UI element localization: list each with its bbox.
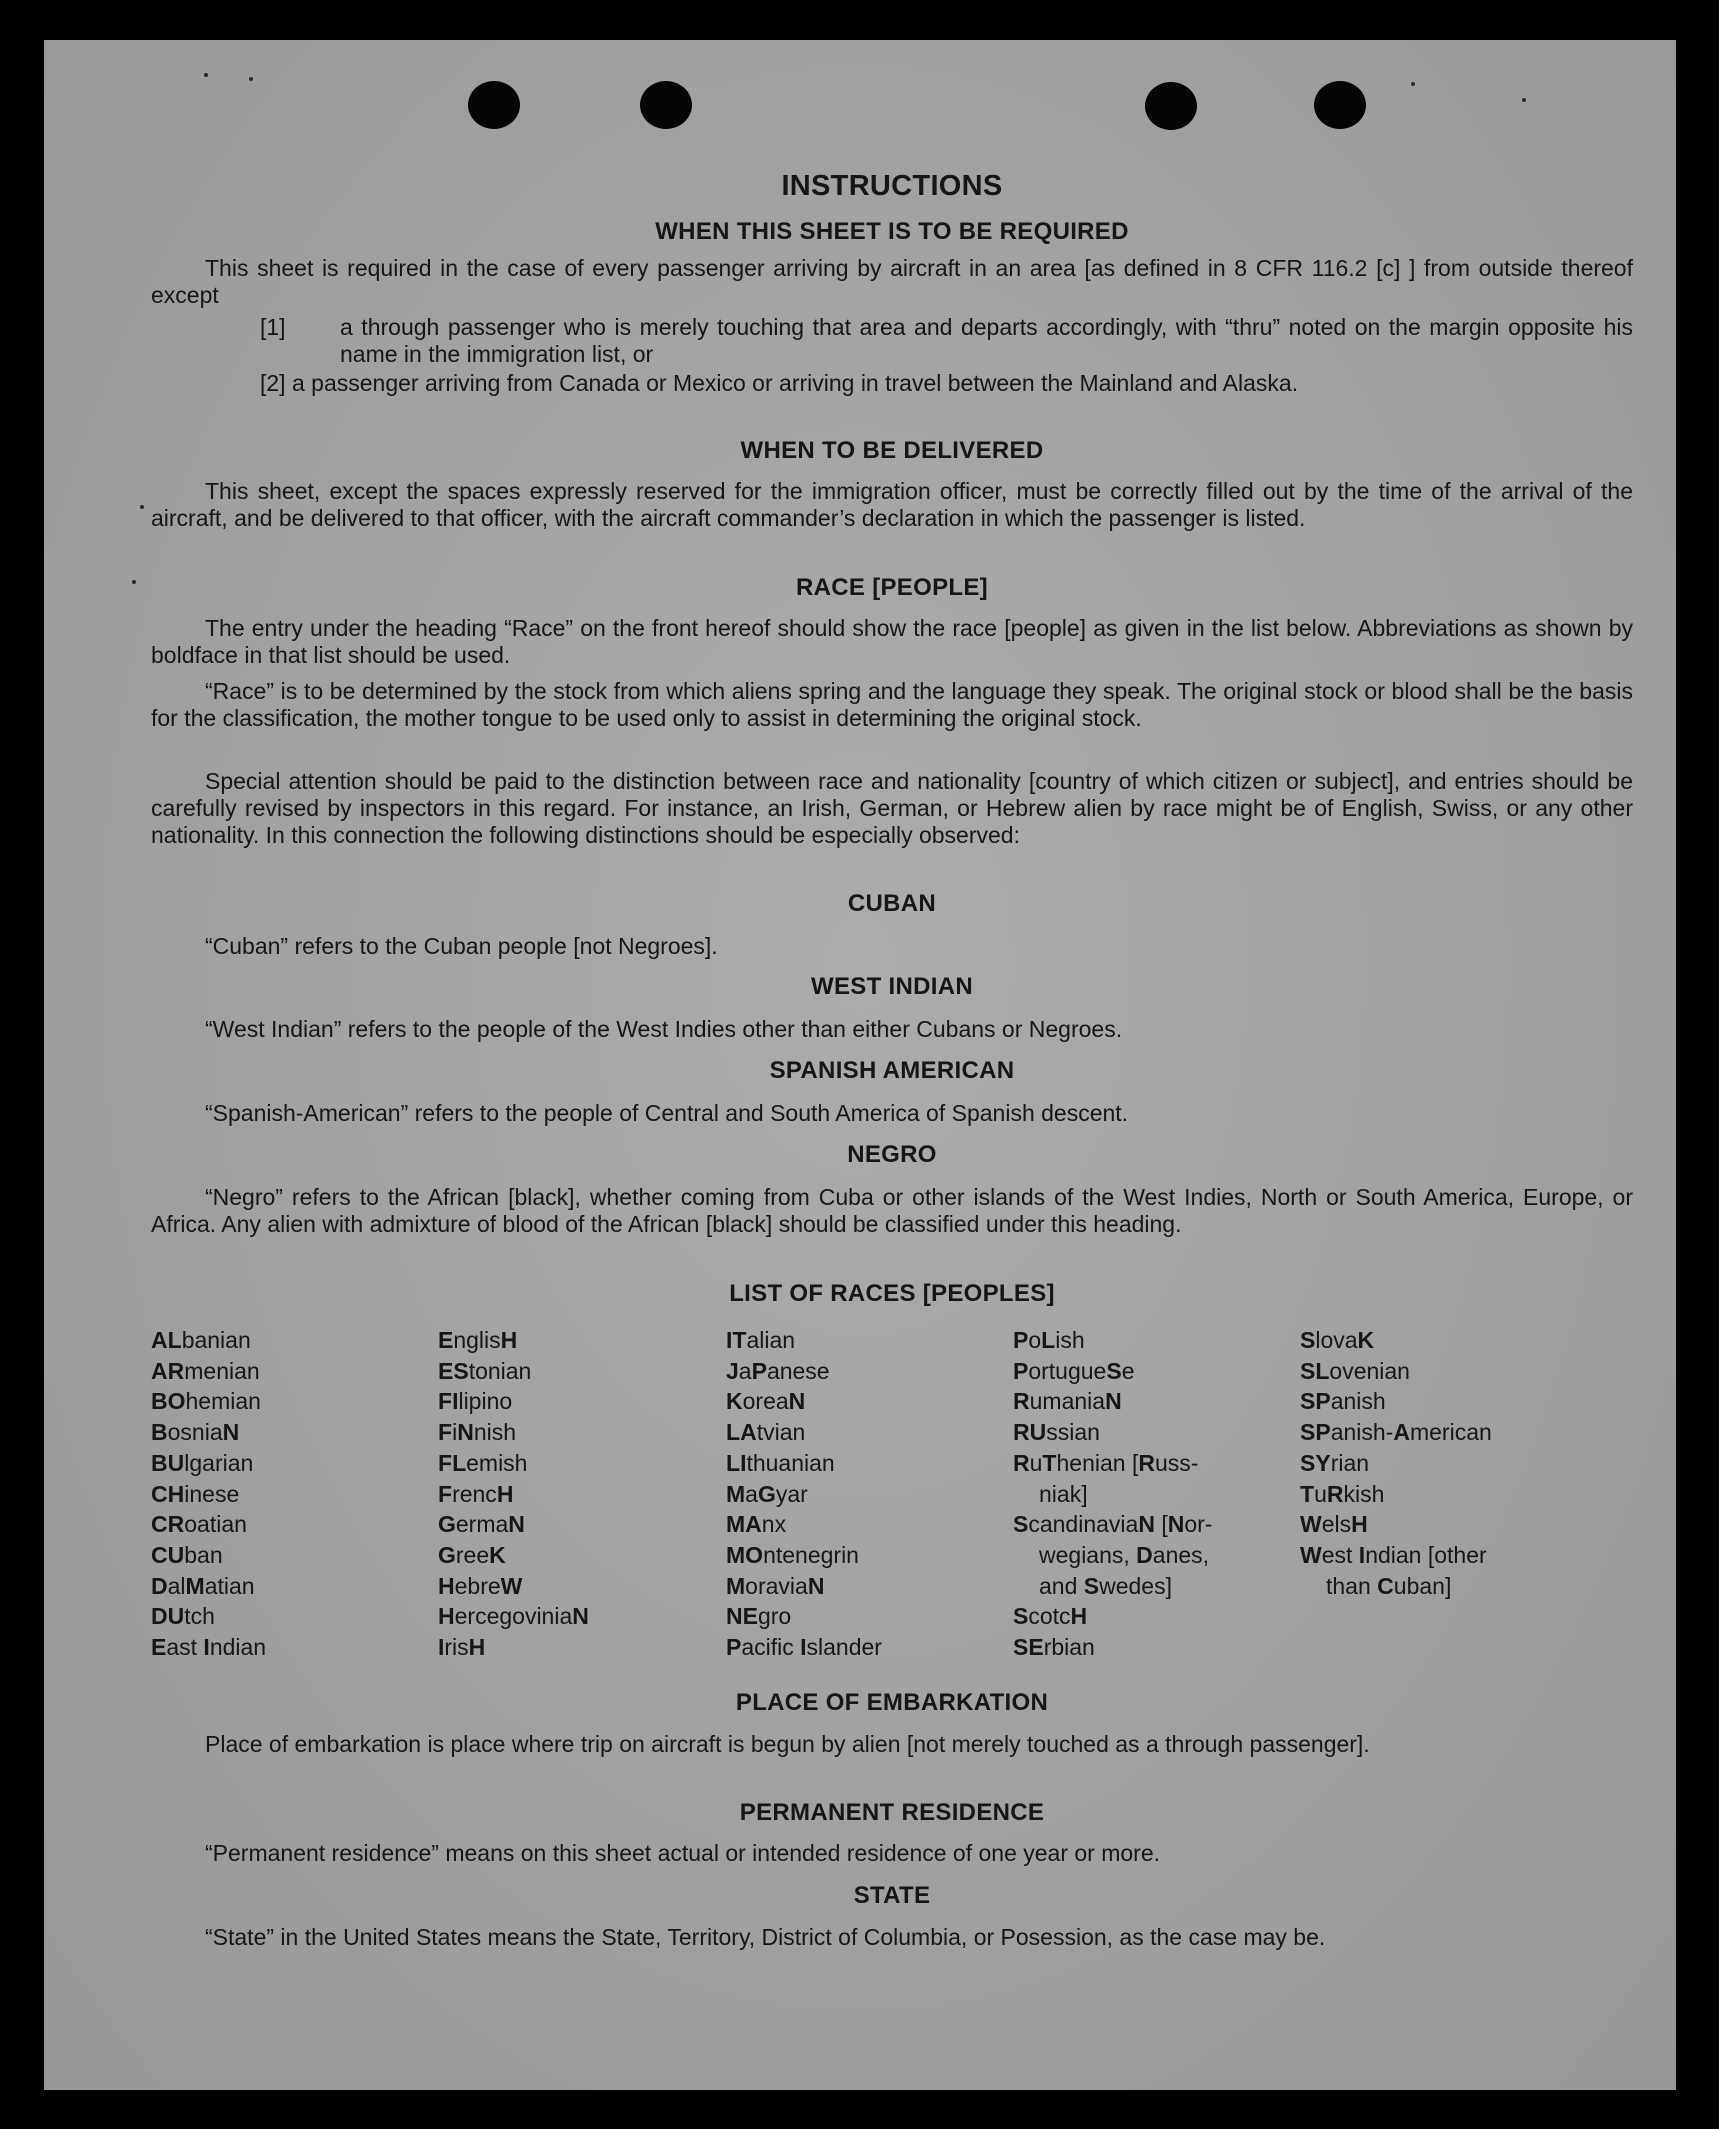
race-paragraph-1: The entry under the heading “Race” on the front hereof should show the race [people] as given in the list below. Abbreviations as shown by boldface in that list should be used. (151, 615, 1633, 668)
race-entry: ScotcH (1013, 1603, 1088, 1630)
embarkation-text: Place of embarkation is place where trip on aircraft is begun by alien [not merely touched as a through passenger]. (205, 1731, 1370, 1757)
race-entry: SPanish (1300, 1388, 1386, 1415)
heading-cuban: CUBAN (847, 890, 937, 917)
race-entry: ARmenian (151, 1357, 260, 1384)
west-indian-text: “West Indian” refers to the people of the West Indies other than either Cubans or Negroes. (205, 1016, 1123, 1042)
exception-item (260, 370, 1633, 397)
race-entry: East Indian (151, 1634, 267, 1661)
exception-item (260, 314, 1633, 368)
speck (204, 73, 208, 77)
race-entry: and Swedes] (1039, 1572, 1172, 1599)
negro-text: “Negro” refers to the African [black], whether coming from Cuba or other islands of the West Indies, North or South America, Europe, or Africa. Any alien with admixture of blood of the African [black] should be classified under this heading. (151, 1184, 1633, 1237)
punch-hole (640, 81, 692, 129)
heading-spanish-american: SPANISH AMERICAN (769, 1057, 1015, 1084)
race-entry: MAnx (726, 1511, 787, 1538)
race-entry: IrisH (438, 1634, 486, 1661)
race-entry: ALbanian (151, 1327, 251, 1353)
heading-west-indian: WEST INDIAN (811, 973, 973, 1000)
race-entry: ITalian (726, 1327, 796, 1353)
race-paragraph-2: “Race” is to be determined by the stock from which aliens spring and the language they speak. The original stock or blood shall be the basis for the classification, the mother tongue to be used only to assist in determining the original stock. (151, 678, 1633, 731)
race-entry: HebreW (438, 1572, 523, 1599)
heading-permanent-residence: PERMANENT RESIDENCE (739, 1799, 1045, 1826)
race-entry: BosniaN (151, 1419, 240, 1446)
race-entry: West Indian [other (1300, 1541, 1487, 1568)
race-entry: PoLish (1013, 1327, 1085, 1353)
race-entry: NEgro (726, 1603, 792, 1630)
race-entry: CRoatian (151, 1511, 247, 1538)
page-title: INSTRUCTIONS (781, 170, 1003, 202)
heading-race: RACE [PEOPLE] (796, 574, 988, 601)
when-delivered-text: This sheet, except the spaces expressly reserved for the immigration officer, must be correctly filled out by the time of the arrival of the aircraft, and be delivered to that officer, with the aircraft commander’s declaration in which the passenger is listed. (151, 478, 1633, 531)
race-entry: LIthuanian (726, 1449, 835, 1476)
race-entry: SLovenian (1300, 1357, 1410, 1384)
race-entry: FrencH (438, 1480, 514, 1507)
race-entry: LAtvian (726, 1419, 806, 1446)
speck (1522, 98, 1526, 102)
speck (249, 77, 253, 81)
race-entry: PortugueSe (1013, 1357, 1135, 1384)
race-entry: FiNnish (438, 1419, 517, 1446)
race-list-column (151, 1325, 266, 1663)
race-entry: DUtch (151, 1603, 215, 1630)
state-text: “State” in the United States means the State, Territory, District of Columbia, or Posession, as the case may be. (205, 1924, 1326, 1950)
race-list-column (438, 1325, 589, 1663)
race-entry: MoraviaN (726, 1572, 825, 1599)
heading-embarkation: PLACE OF EMBARKATION (735, 1689, 1049, 1716)
exception-number: [1] (260, 314, 286, 340)
speck (132, 580, 136, 584)
race-entry: SPanish-American (1300, 1419, 1492, 1446)
heading-state: STATE (853, 1882, 931, 1909)
race-paragraph-3: Special attention should be paid to the distinction between race and nationality [country of which citizen or subject], and entries should be carefully revised by inspectors in this regard. For instance, an Irish, German, or Hebrew alien by race might be of English, Swiss, or any other nationality. In this connection the following distinctions should be especially observed: (151, 768, 1633, 848)
race-entry: EStonian (438, 1357, 532, 1384)
race-entry: SErbian (1013, 1634, 1095, 1661)
race-entry: SYrian (1300, 1449, 1370, 1476)
race-entry: TuRkish (1300, 1480, 1385, 1507)
spanish-american-text: “Spanish-American” refers to the people of Central and South America of Spanish descent. (205, 1100, 1129, 1126)
punch-hole (468, 81, 520, 129)
punch-hole (1145, 82, 1197, 130)
race-entry: MaGyar (726, 1480, 808, 1507)
race-entry: BUlgarian (151, 1449, 254, 1476)
race-entry: GermaN (438, 1511, 525, 1538)
exception-text: a passenger arriving from Canada or Mexico or arriving in travel between the Mainland and Alaska. (291, 370, 1299, 396)
race-list-column (1300, 1325, 1492, 1601)
speck (1411, 82, 1415, 86)
race-entry: FIlipino (438, 1388, 513, 1415)
race-entry: FLemish (438, 1449, 528, 1476)
speck (140, 505, 144, 509)
permanent-residence-text: “Permanent residence” means on this sheet actual or intended residence of one year or more. (205, 1840, 1161, 1866)
exception-text: a through passenger who is merely touching that area and departs accordingly, with “thru” noted on the margin opposite his name in the immigration list, or (340, 314, 1633, 367)
document-sheet (44, 40, 1676, 2090)
race-entry: KoreaN (726, 1388, 806, 1415)
race-entry: HercegoviniaN (438, 1603, 589, 1630)
race-entry: niak] (1039, 1480, 1088, 1507)
race-list-column (1013, 1325, 1212, 1663)
race-entry: Pacific Islander (726, 1634, 882, 1661)
race-entry: SlovaK (1300, 1327, 1375, 1353)
race-entry: ScandinaviaN [Nor- (1013, 1511, 1213, 1538)
race-entry: RUssian (1013, 1419, 1100, 1446)
when-required-intro: This sheet is required in the case of every passenger arriving by aircraft in an area [as defined in 8 CFR 116.2 [c] ] from outside thereof except (151, 255, 1633, 308)
heading-list-of-races: LIST OF RACES [PEOPLES] (729, 1280, 1055, 1307)
race-entry: WelsH (1300, 1511, 1368, 1538)
race-list-column (726, 1325, 882, 1663)
race-entry: MOntenegrin (726, 1541, 859, 1568)
heading-when-delivered: WHEN TO BE DELIVERED (740, 437, 1044, 464)
punch-hole (1314, 81, 1366, 129)
race-entry: BOhemian (151, 1388, 261, 1415)
race-entry: RumaniaN (1013, 1388, 1122, 1415)
race-entry: wegians, Danes, (1039, 1541, 1210, 1568)
race-entry: DalMatian (151, 1572, 255, 1599)
race-entry: CHinese (151, 1480, 240, 1507)
race-entry: EnglisH (438, 1327, 518, 1353)
race-entry: than Cuban] (1326, 1572, 1452, 1599)
race-entry: RuThenian [Russ- (1013, 1449, 1199, 1476)
heading-negro: NEGRO (847, 1141, 937, 1168)
race-entry: GreeK (438, 1541, 506, 1568)
heading-when-required: WHEN THIS SHEET IS TO BE REQUIRED (655, 218, 1129, 245)
race-entry: CUban (151, 1541, 223, 1568)
exception-number: [2] (260, 370, 286, 396)
cuban-text: “Cuban” refers to the Cuban people [not Negroes]. (205, 933, 718, 959)
race-entry: JaPanese (726, 1357, 830, 1384)
